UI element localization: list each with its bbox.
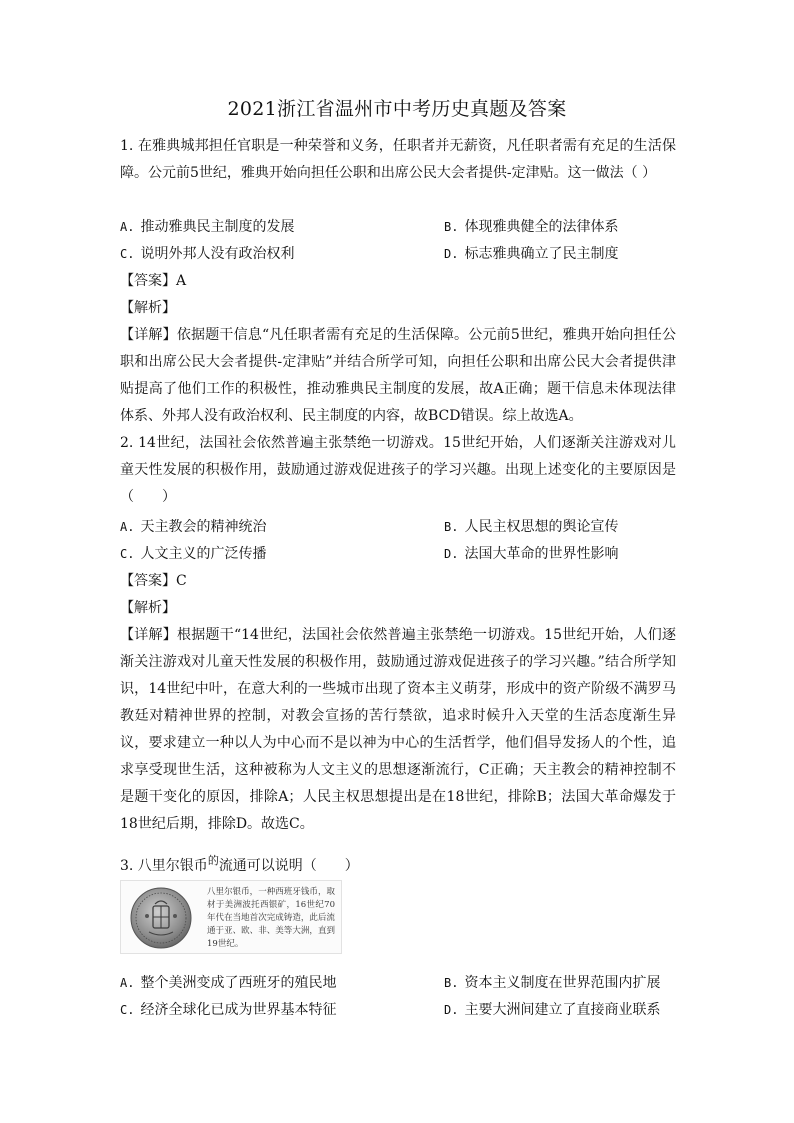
question-2-option-c (120, 541, 266, 568)
option-letter: D. (444, 547, 459, 561)
option-text: 人文主义的广泛传播 (140, 546, 267, 562)
option-letter: C. (120, 547, 135, 561)
silver-coin-image (129, 886, 193, 950)
silver-coin-figure (120, 880, 342, 954)
option-letter: A. (120, 520, 135, 534)
question-3-option-b (444, 970, 660, 997)
question-2-option-d (444, 541, 618, 568)
option-text: 天主教会的精神统治 (140, 519, 267, 535)
question-1-option-c (120, 241, 294, 268)
option-text: 整个美洲变成了西班牙的殖民地 (140, 975, 337, 991)
option-text: 体现雅典健全的法律体系 (464, 219, 619, 235)
question-1-stem: 1. 在雅典城邦担任官职是一种荣誉和义务，任职者并无薪资，凡任职者需有充足的生活保障。公元前5世纪，雅典开始向担任公职和出席公民大会者提供-定津贴。这一做法（ ） (120, 138, 676, 181)
option-text: 推动雅典民主制度的发展 (140, 219, 295, 235)
option-text: 资本主义制度在世界范围内扩展 (464, 975, 661, 991)
option-letter: D. (444, 247, 459, 261)
question-2-detail: 【详解】根据题干“14世纪，法国社会依然普遍主张禁绝一切游戏。15世纪开始，人们逐渐关注游戏对儿童天性发展的积极作用，鼓励通过游戏促进孩子的学习兴趣。”结合所学知识，14世纪中叶，在意大利的一些城市出现了资本主义萌芽，形成中的资产阶级不满罗马教廷对精神世界的控制，对教会宣扬的苦行禁欲，追求时候升入天堂的生活态度渐生异议，要求建立一种以人为中心而不是以神为中心的生活哲学，他们倡导发扬人的个性，追求享受现世生活，这种被称为人文主义的思想逐渐流行，C正确；天主教会的精神控制不是题干变化的原因，排除A；人民主权思想提出是在18世纪，排除B；法国大革命爆发于18世纪后期，排除D。故选C。 (120, 627, 676, 832)
option-letter: A. (120, 220, 135, 234)
question-1-option-a (120, 214, 294, 241)
option-letter: D. (444, 1003, 459, 1017)
question-2-answer: 【答案】C (120, 573, 187, 589)
question-2-stem: 2. 14世纪，法国社会依然普遍主张禁绝一切游戏。15世纪开始，人们逐渐关注游戏对儿童天性发展的积极作用，鼓励通过游戏促进孩子的学习兴趣。出现上述变化的主要原因是（ ） (120, 435, 676, 505)
option-letter: B. (444, 520, 459, 534)
option-text: 法国大革命的世界性影响 (464, 546, 619, 562)
question-1-option-d (444, 241, 618, 268)
option-text: 说明外邦人没有政治权利 (140, 246, 295, 262)
question-3-option-a (120, 970, 336, 997)
option-text: 主要大洲间建立了直接商业联系 (464, 1002, 661, 1018)
question-1-detail: 【详解】依据题干信息“凡任职者需有充足的生活保障。公元前5世纪，雅典开始向担任公职和出席公民大会者提供-定津贴”并结合所学可知，向担任公职和出席公民大会者提供津贴提高了他们工作的积极性，推动雅典民主制度的发展，故A正确；题干信息未体现法律体系、外邦人没有政治权利、民主制度的内容，故BCD错误。综上故选A。 (120, 327, 676, 424)
question-3-stem-start: 3. 八里尔银币 (120, 858, 208, 874)
option-text: 标志雅典确立了民主制度 (464, 246, 619, 262)
coin-caption: 八里尔银币，一种西班牙钱币，取材于美洲波托西银矿，16世纪70年代在当地首次完成铸造，此后流通于亚、欧、非、美等大洲，直到19世纪。 (207, 887, 335, 949)
option-text: 经济全球化已成为世界基本特征 (140, 1002, 337, 1018)
question-2-analysis-label: 【解析】 (120, 600, 176, 616)
question-1-answer: 【答案】A (120, 273, 187, 289)
question-3-option-c (120, 997, 336, 1024)
question-3-option-d (444, 997, 660, 1024)
option-letter: B. (444, 220, 459, 234)
option-text: 人民主权思想的舆论宣传 (464, 519, 619, 535)
question-2-option-b (444, 514, 618, 541)
option-letter: C. (120, 247, 135, 261)
question-1-option-b (444, 214, 618, 241)
question-2-option-a (120, 514, 266, 541)
question-3-stem-end: 流通可以说明（ ） (218, 858, 359, 874)
option-letter: B. (444, 976, 459, 990)
question-1-analysis-label: 【解析】 (120, 300, 176, 316)
option-letter: C. (120, 1003, 135, 1017)
page-title: 2021浙江省温州市中考历史真题及答案 (227, 98, 567, 120)
question-3-stem (120, 847, 359, 880)
question-3-stem-raised-char: 的 (207, 854, 219, 867)
option-letter: A. (120, 976, 135, 990)
